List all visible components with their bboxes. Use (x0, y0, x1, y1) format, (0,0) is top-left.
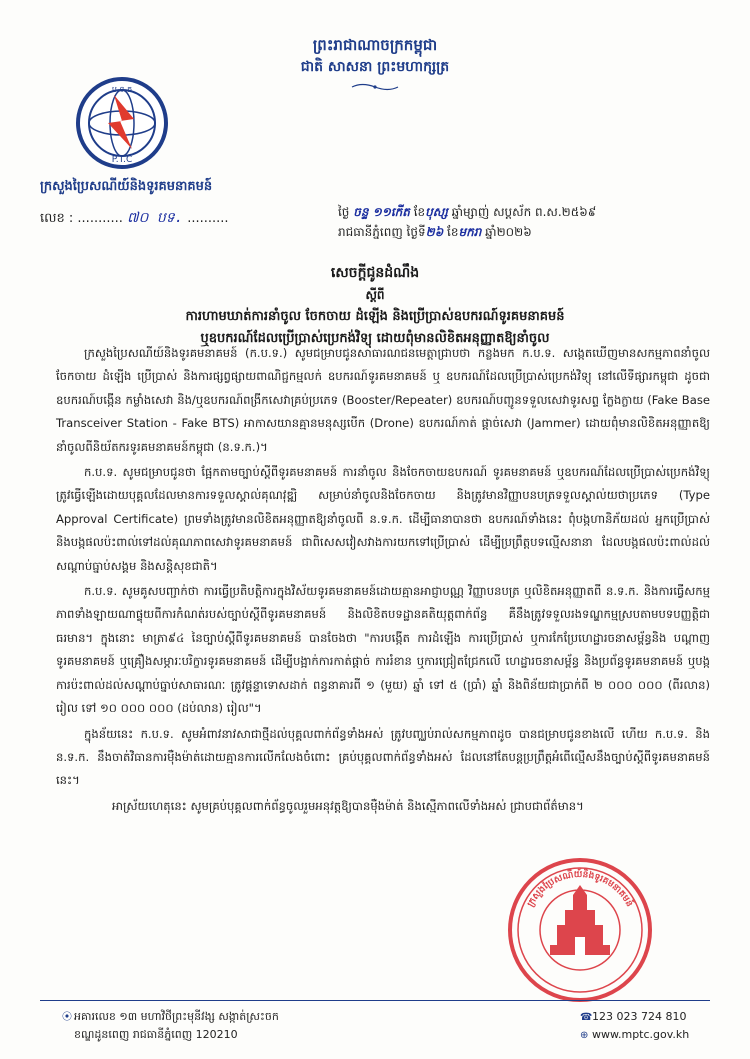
paragraph-1: ក្រសួងប្រៃសណីយ៍និងទូរគមនាគមន៍ (ក.ប.ទ.) សូមជម្រាបជូនសាធារណជនមេត្តាជ្រាបថា កន្លងមក ក.ប.ទ. សង្កេតឃើញមានសកម្មភាពនាំចូល ចែកចាយ ដំឡើង ប្រើប្រាស់ និងការផ្សព្វផ្សាយពាណិជ្ជកម្មលក់ ឧបករណ៍ទូរគមនាគមន៍ ឬ ឧបករណ៍ដែលប្រើប្រាស់ប្រេកង់វិទ្យុ នៅលើទីផ្សារកម្ពុជា ដូចជា ឧបករណ៍បង្កើន កម្លាំងសេវា និង/ឬឧបករណ៍ពង្រីកសេវាគ្រប់ប្រភេទ (Booster/Repeater) ឧបករណ៍បញ្ជូនទទួលសេវាទូរសព្ទ ក្លែងក្លាយ (Fake Base Transceiver Station - Fake BTS) អាកាសយានគ្មានមនុស្សបើក (Drone) ឧបករណ៍កាត់ ផ្តាច់សេវា (Jammer) ដោយពុំមានលិខិតអនុញ្ញាតឱ្យនាំចូលពីនិយ័តករទូរគមនាគមន៍កម្ពុជា (ន.ទ.ក.)។ (56, 346, 710, 454)
svg-text:ប.ទ.ក: ប.ទ.ក (111, 85, 133, 94)
title-regarding: ស្តីពី (365, 288, 385, 302)
kingdom-name: ព្រះរាជាណាចក្រកម្ពុជា (312, 36, 438, 54)
website-link[interactable]: www.mptc.gov.kh (592, 1028, 690, 1041)
date-month: មករា (458, 225, 482, 239)
title-notice: សេចក្តីជូនដំណឹង (330, 265, 420, 281)
ministry-name: ក្រសួងប្រៃសណីយ៍និងទូរគមនាគមន៍ (40, 179, 213, 194)
document-title (0, 262, 750, 350)
phone-number: 123 023 724 810 (592, 1010, 687, 1023)
kingdom-motto: ជាតិ សាសនា ព្រះមហាក្សត្រ (300, 59, 450, 75)
date-lunar-month: បុស្ស (425, 205, 448, 219)
footer-contact (580, 1008, 689, 1044)
address-line2: ខណ្ឌដូនពេញ រាជធានីភ្នំពេញ 120210 (74, 1028, 238, 1041)
title-subject-line1: ការហាមឃាត់ការនាំចូល ចែកចាយ ដំឡើង និងប្រើប្រាស់ឧបករណ៍ទូរគមនាគមន៍ (185, 309, 565, 324)
svg-text:ក្រសួងប្រៃសណីយ៍និងទូរគមនាគមន៍: ក្រសួងប្រៃសណីយ៍និងទូរគមនាគមន៍ (525, 869, 635, 909)
reference-number: ៧០ បទ. (127, 210, 184, 226)
date-lunar-day: ចន្ទ ១១កើត (353, 205, 410, 219)
footer-address (62, 1008, 279, 1043)
document-body (56, 342, 710, 820)
ornament-divider (350, 82, 400, 92)
footer-divider (40, 1000, 710, 1001)
paragraph-3: ក.ប.ទ. សូមគូសបញ្ជាក់ថា ការធ្វើប្រតិបត្តិការក្នុងវិស័យទូរគមនាគមន៍ដោយគ្មានអាជ្ញាបណ្ណ វិញ្ញាបនបត្រ ឬលិខិតអនុញ្ញាតពី ន.ទ.ក. និងការធ្វើសកម្មភាពទាំងឡាយណាផ្ទុយពីការកំណត់របស់ច្បាប់ស្តីពីទូរគមនាគមន៍ និងលិខិតបទដ្ឋានគតិយុត្តពាក់ព័ន្ធ គឺនឹងត្រូវទទួលរងទណ្ឌកម្មស្របតាមបទបញ្ញត្តិជាធរមាន។ ក្នុងនោះ មាត្រា៩៤ នៃច្បាប់ស្តីពីទូរគមនាគមន៍ បានចែងថា "ការបង្កើត ការដំឡើង ការប្រើប្រាស់ ឬការកែប្រែហេដ្ឋារចនាសម្ព័ន្ធនិង បណ្តាញទូរគមនាគមន៍ ឬគ្រឿងសម្ភារៈបរិក្ខារទូរគមនាគមន៍ ដើម្បីបង្អាក់ការកាត់ផ្តាច់ ការរំខាន ឬការជ្រៀតជ្រែកលើ ហេដ្ឋារចនាសម្ព័ន្ធ និងប្រព័ន្ធទូរគមនាគមន៍ ឬបង្កការប៉ះពាល់ដល់សណ្តាប់ធ្នាប់សាធារណៈ ត្រូវផ្តន្ទាទោសដាក់ ពន្ធនាគារពី ១ (មួយ) ឆ្នាំ ទៅ ៥ (ប្រាំ) ឆ្នាំ និងពិន័យជាប្រាក់ពី ២ ០០០ ០០០ (ពីរលាន) រៀល ទៅ ១០ ០០០ ០០០ (ដប់លាន) រៀល"។ (56, 584, 710, 716)
date-lunar-year: ឆ្នាំម្សាញ់ សប្តស័ក ព.ស.២៥៦៩ (451, 205, 597, 219)
date-block: ថ្ងៃ ចន្ទ ១១កើត ខែបុស្ស ឆ្នាំម្សាញ់ សប្តស័ក ព.ស.២៥៦៩ រាជធានីភ្នំពេញ ថ្ងៃទី២៦ ខែមករា ឆ្នាំ២០២៦ (338, 205, 597, 239)
ministry-logo (74, 75, 170, 171)
title-subject-line2: ឬឧបករណ៍ដែលប្រើប្រាស់ប្រេកង់វិទ្យុ ដោយពុំមានលិខិតអនុញ្ញាតឱ្យនាំចូល (200, 331, 550, 346)
reference-label: លេខ : (40, 211, 74, 226)
header-kingdom (0, 34, 750, 78)
date-year: ឆ្នាំ២០២៦ (485, 225, 532, 239)
reference-line: លេខ : ........... ៧០ បទ. .......... (40, 210, 229, 226)
globe-icon: ⊕ (580, 1030, 589, 1041)
paragraph-4: ក្នុងន័យនេះ ក.ប.ទ. សូមអំពាវនាវសាជាថ្មីដល់បុគ្គលពាក់ព័ន្ធទាំងអស់ ត្រូវបញ្ឈប់រាល់សកម្មភាពដូច បានជម្រាបជូនខាងលើ ហើយ ក.ប.ទ. និង ន.ទ.ក. នឹងចាត់វិធានការម៉ឺងម៉ាត់ដោយគ្មានការលើកលែងចំពោះ គ្រប់បុគ្គលពាក់ព័ន្ធទាំងអស់ ដែលនៅតែបន្តប្រព្រឹត្តអំពើល្មើសនឹងច្បាប់ស្តីពីទូរគមនាគមន៍នេះ។ (56, 726, 710, 788)
date-day: ២៦ (425, 225, 444, 239)
location-pin-icon: ⦿ (62, 1012, 72, 1023)
official-stamp (505, 855, 655, 1005)
phone-icon: ☎ (580, 1012, 593, 1023)
paragraph-5: អាស្រ័យហេតុនេះ សូមគ្រប់បុគ្គលពាក់ព័ន្ធចូលរួមអនុវត្តឱ្យបានម៉ឺងម៉ាត់ និងស្មើភាពលើទាំងអស់ ជ្រាបជាព័ត៌មាន។ (112, 798, 584, 813)
address-line1: អគារលេខ ១៣ មហាវិថីព្រះមុនីវង្ស សង្កាត់ស្រះចក (74, 1010, 279, 1023)
paragraph-2: ក.ប.ទ. សូមជម្រាបជូនថា ផ្អែកតាមច្បាប់ស្តីពីទូរគមនាគមន៍ ការនាំចូល និងចែកចាយឧបករណ៍ ទូរគមនាគមន៍ ឬឧបករណ៍ដែលប្រើប្រាស់ប្រេកង់វិទ្យុ ត្រូវធ្វើឡើងដោយបុគ្គលដែលមានការទទួលស្គាល់គុណវុឌ្ឍិ សម្រាប់នាំចូលនិងចែកចាយ និងត្រូវមានវិញ្ញាបនបត្រទទួលស្គាល់យថាប្រភេទ (Type Approval Certificate) ព្រមទាំងត្រូវមានលិខិតអនុញ្ញាតឱ្យនាំចូលពី ន.ទ.ក. ដើម្បីធានាបានថា ឧបករណ៍ទាំងនេះ ពុំបង្កហានិភ័យដល់ អ្នកប្រើប្រាស់ និងបង្កផលប៉ះពាល់ទៅដល់គុណភាពសេវាទូរគមនាគមន៍ ជាពិសេសវៀសវាងការយកទៅប្រើប្រាស់ ដើម្បីប្រព្រឹត្តបទល្មើសនានា ដែលបង្កផលប៉ះពាល់ដល់សណ្តាប់ធ្នាប់សង្គម និងសន្តិសុខជាតិ។ (56, 465, 710, 573)
svg-text:P.T.C: P.T.C (111, 155, 133, 165)
